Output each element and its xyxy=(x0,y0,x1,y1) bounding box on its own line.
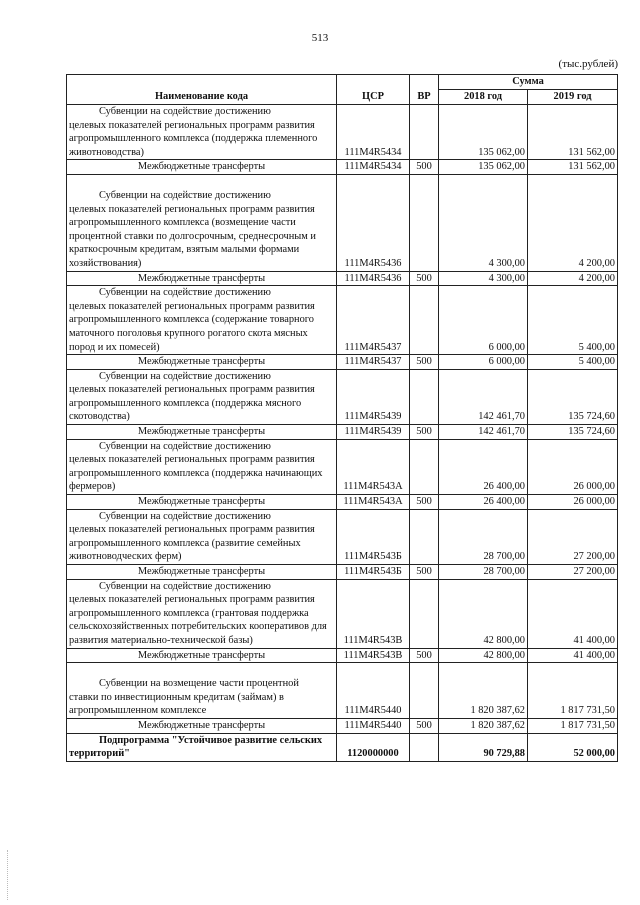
row-sum-2019: 1 817 731,50 xyxy=(528,718,618,733)
row-sum-2019: 1 817 731,50 xyxy=(528,663,618,719)
row-sum-2019: 135 724,60 xyxy=(528,369,618,424)
row-csr: 111M4R543A xyxy=(337,439,410,494)
row-csr: 111M4R5434 xyxy=(337,105,410,160)
row-sum-2019: 131 562,00 xyxy=(528,105,618,160)
row-sum-2019: 27 200,00 xyxy=(528,509,618,564)
header-row-top xyxy=(67,75,618,90)
transfer-row xyxy=(67,425,618,440)
row-name-lead: Субвенции на содействие достижению xyxy=(99,189,271,201)
row-vr xyxy=(410,439,439,494)
row-name xyxy=(67,663,337,719)
row-csr: 111M4R543Б xyxy=(337,565,410,580)
row-csr: 111M4R5440 xyxy=(337,663,410,719)
row-sum-2018: 90 729,88 xyxy=(439,733,528,761)
transfer-row xyxy=(67,565,618,580)
row-name-text: целевых показателей региональных программ развития агропромышленного комплекса (возмещение части процентной ставки по долгосрочным, среднесрочным и краткосрочным кредитам, взятым малыми формами хозяйствования) xyxy=(69,203,316,269)
row-vr xyxy=(410,105,439,160)
row-csr: 111M4R5434 xyxy=(337,160,410,175)
row-vr xyxy=(410,579,439,648)
row-sum-2018: 26 400,00 xyxy=(439,439,528,494)
row-name: Межбюджетные трансферты xyxy=(67,425,337,440)
header-2018: 2018 год xyxy=(439,90,528,105)
row-name-lead: Субвенции на содействие достижению xyxy=(99,287,271,299)
transfer-row xyxy=(67,718,618,733)
row-sum-2018: 4 300,00 xyxy=(439,271,528,286)
row-vr: 500 xyxy=(410,160,439,175)
row-name xyxy=(67,509,337,564)
row-sum-2019: 26 000,00 xyxy=(528,439,618,494)
row-name-lead: Субвенции на содействие достижению xyxy=(99,440,271,452)
row-vr: 500 xyxy=(410,355,439,370)
row-name-lead: Субвенции на возмещение части процентной xyxy=(99,678,299,690)
row-sum-2019: 52 000,00 xyxy=(528,733,618,761)
row-name xyxy=(67,369,337,424)
row-sum-2018: 4 300,00 xyxy=(439,174,528,271)
subvention-row xyxy=(67,509,618,564)
row-vr xyxy=(410,663,439,719)
row-vr xyxy=(410,733,439,761)
row-sum-2019: 4 200,00 xyxy=(528,271,618,286)
transfer-row xyxy=(67,495,618,510)
row-vr: 500 xyxy=(410,425,439,440)
subvention-row xyxy=(67,369,618,424)
row-sum-2018: 142 461,70 xyxy=(439,369,528,424)
subvention-row xyxy=(67,286,618,355)
row-name xyxy=(67,286,337,355)
row-csr: 1120000000 xyxy=(337,733,410,761)
row-csr: 111M4R543Б xyxy=(337,509,410,564)
subvention-row xyxy=(67,663,618,719)
subvention-row xyxy=(67,174,618,271)
row-sum-2019: 41 400,00 xyxy=(528,579,618,648)
row-sum-2019: 5 400,00 xyxy=(528,355,618,370)
row-csr: 111M4R5437 xyxy=(337,286,410,355)
row-name xyxy=(67,733,337,761)
row-name-text: ставки по инвестиционным кредитам (займам) в агропромышленном комплексе xyxy=(69,691,284,717)
row-name-text: целевых показателей региональных программ развития агропромышленного комплекса (поддержка племенного животноводства) xyxy=(69,119,318,158)
row-sum-2019: 135 724,60 xyxy=(528,425,618,440)
row-name-text: целевых показателей региональных программ развития агропромышленного комплекса (содержание товарного маточного поголовья крупного рогатого скота мясных пород и их помесей) xyxy=(69,300,315,353)
page-number: 513 xyxy=(311,32,329,44)
row-vr xyxy=(410,509,439,564)
row-name: Межбюджетные трансферты xyxy=(67,565,337,580)
row-name: Межбюджетные трансферты xyxy=(67,355,337,370)
header-sum: Сумма xyxy=(439,75,618,90)
row-name-text: целевых показателей региональных программ развития агропромышленного комплекса (поддержка начинающих фермеров) xyxy=(69,454,323,493)
row-csr: 111M4R5439 xyxy=(337,425,410,440)
row-name: Межбюджетные трансферты xyxy=(67,271,337,286)
row-sum-2018: 1 820 387,62 xyxy=(439,663,528,719)
row-name xyxy=(67,174,337,271)
row-sum-2019: 5 400,00 xyxy=(528,286,618,355)
row-sum-2019: 131 562,00 xyxy=(528,160,618,175)
row-vr: 500 xyxy=(410,495,439,510)
row-name-lead: Субвенции на содействие достижению xyxy=(99,510,271,522)
units-note: (тыс.рублей) xyxy=(558,58,618,70)
row-csr: 111M4R543В xyxy=(337,579,410,648)
row-sum-2019: 41 400,00 xyxy=(528,648,618,663)
row-sum-2018: 6 000,00 xyxy=(439,355,528,370)
row-sum-2018: 42 800,00 xyxy=(439,648,528,663)
transfer-row xyxy=(67,355,618,370)
row-sum-2018: 135 062,00 xyxy=(439,105,528,160)
row-sum-2018: 28 700,00 xyxy=(439,509,528,564)
header-csr: ЦСР xyxy=(337,75,410,105)
header-vr: ВР xyxy=(410,75,439,105)
row-vr: 500 xyxy=(410,565,439,580)
scan-edge-mark xyxy=(7,850,9,900)
header-name: Наименование кода xyxy=(67,75,337,105)
row-vr: 500 xyxy=(410,271,439,286)
row-sum-2018: 135 062,00 xyxy=(439,160,528,175)
row-name-lead: Субвенции на содействие достижению xyxy=(99,106,271,117)
row-name xyxy=(67,439,337,494)
row-vr xyxy=(410,369,439,424)
row-vr xyxy=(410,174,439,271)
row-vr: 500 xyxy=(410,648,439,663)
transfer-row xyxy=(67,648,618,663)
row-csr: 111M4R543В xyxy=(337,648,410,663)
row-sum-2018: 28 700,00 xyxy=(439,565,528,580)
row-sum-2018: 42 800,00 xyxy=(439,579,528,648)
row-csr: 111M4R5437 xyxy=(337,355,410,370)
transfer-row xyxy=(67,271,618,286)
row-name-lead: Подпрограмма "Устойчивое развитие сельских xyxy=(99,734,323,746)
row-name: Межбюджетные трансферты xyxy=(67,718,337,733)
subvention-row xyxy=(67,579,618,648)
row-csr: 111M4R5436 xyxy=(337,174,410,271)
row-csr: 111M4R5440 xyxy=(337,718,410,733)
row-name-text: целевых показателей региональных программ развития агропромышленного комплекса (грантовая поддержка сельскохозяйственных потребительских кооперативов для развития материально-технической базы) xyxy=(69,594,327,646)
row-sum-2018: 142 461,70 xyxy=(439,425,528,440)
row-name-text: целевых показателей региональных программ развития агропромышленного комплекса (развитие семейных животноводческих ферм) xyxy=(69,524,315,563)
row-name-lead: Субвенции на содействие достижению xyxy=(99,370,271,382)
row-sum-2019: 4 200,00 xyxy=(528,174,618,271)
row-name xyxy=(67,579,337,648)
row-csr: 111M4R5439 xyxy=(337,369,410,424)
row-name: Межбюджетные трансферты xyxy=(67,160,337,175)
row-vr: 500 xyxy=(410,718,439,733)
row-name: Межбюджетные трансферты xyxy=(67,495,337,510)
subvention-row xyxy=(67,439,618,494)
row-name xyxy=(67,105,337,160)
row-name-text: целевых показателей региональных программ развития агропромышленного комплекса (поддержка мясного скотоводства) xyxy=(69,384,315,423)
row-sum-2018: 6 000,00 xyxy=(439,286,528,355)
header-2019: 2019 год xyxy=(528,90,618,105)
row-name-text: территорий" xyxy=(69,748,130,760)
row-csr: 111M4R5436 xyxy=(337,271,410,286)
row-vr xyxy=(410,286,439,355)
transfer-row xyxy=(67,160,618,175)
row-sum-2019: 27 200,00 xyxy=(528,565,618,580)
row-sum-2019: 26 000,00 xyxy=(528,495,618,510)
subprogram-row xyxy=(67,733,618,761)
row-csr: 111M4R543A xyxy=(337,495,410,510)
row-sum-2018: 1 820 387,62 xyxy=(439,718,528,733)
row-name: Межбюджетные трансферты xyxy=(67,648,337,663)
row-sum-2018: 26 400,00 xyxy=(439,495,528,510)
row-name-lead: Субвенции на содействие достижению xyxy=(99,580,271,592)
subvention-row xyxy=(67,105,618,160)
budget-table xyxy=(66,74,618,762)
